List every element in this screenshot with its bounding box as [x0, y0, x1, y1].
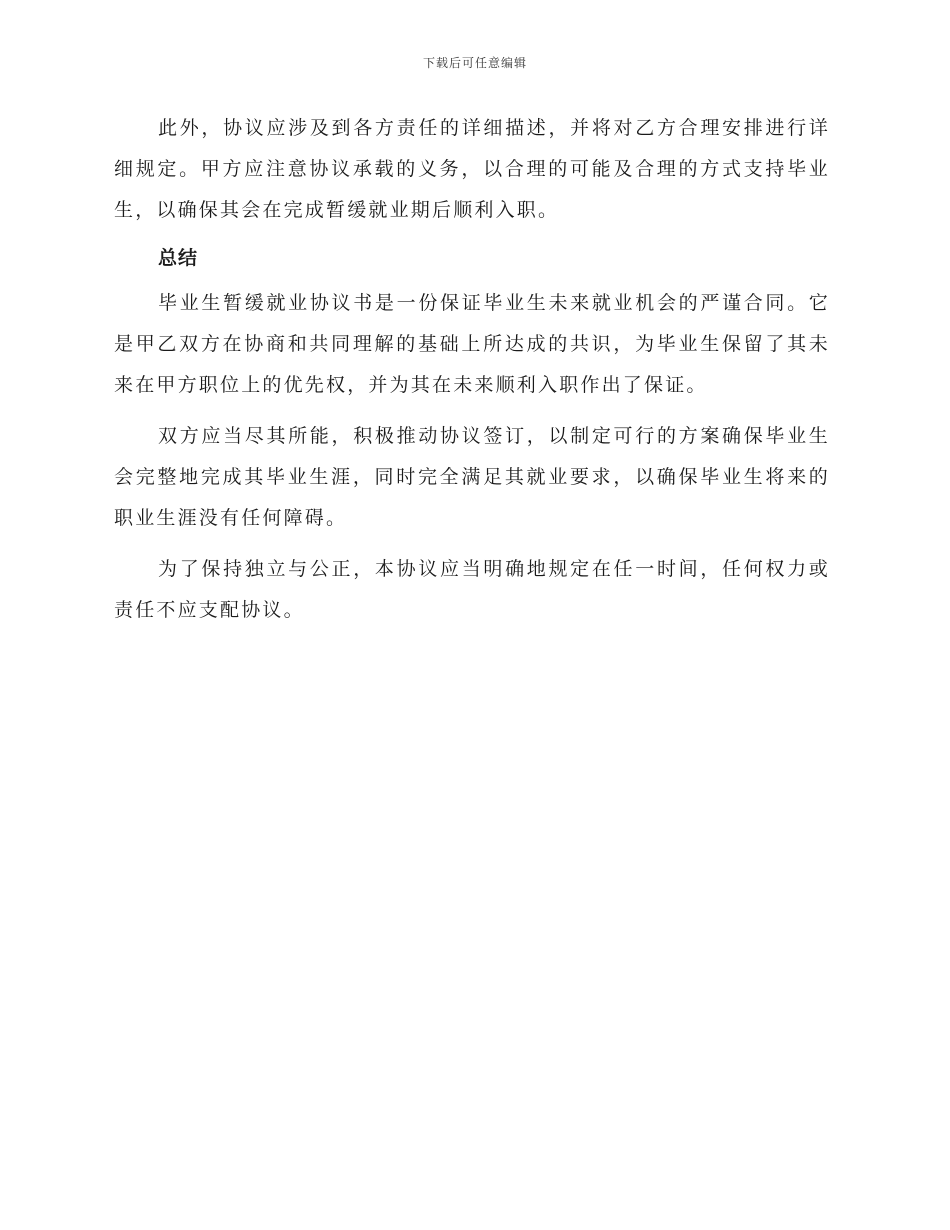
section-heading-summary: 总结 — [158, 247, 199, 269]
paragraph-independence: 为了保持独立与公正，本协议应当明确地规定在任一时间，任何权力或责任不应支配协议。 — [114, 558, 830, 621]
page-header: 下载后可任意编辑 — [422, 56, 527, 70]
paragraph-responsibilities: 此外，协议应涉及到各方责任的详细描述，并将对乙方合理安排进行详细规定。甲方应注意协议承载的义务，以合理的可能及合理的方式支持毕业生，以确保其会在完成暂缓就业期后顺利入职。 — [114, 117, 830, 221]
document-body — [114, 108, 830, 641]
paragraph-summary: 毕业生暂缓就业协议书是一份保证毕业生未来就业机会的严谨合同。它是甲乙双方在协商和共同理解的基础上所达成的共识，为毕业生保留了其未来在甲方职位上的优先权，并为其在未来顺利入职作出了保证。 — [114, 292, 830, 396]
paragraph-obligations: 双方应当尽其所能，积极推动协议签订，以制定可行的方案确保毕业生会完整地完成其毕业生涯，同时完全满足其就业要求，以确保毕业生将来的职业生涯没有任何障碍。 — [114, 425, 830, 529]
